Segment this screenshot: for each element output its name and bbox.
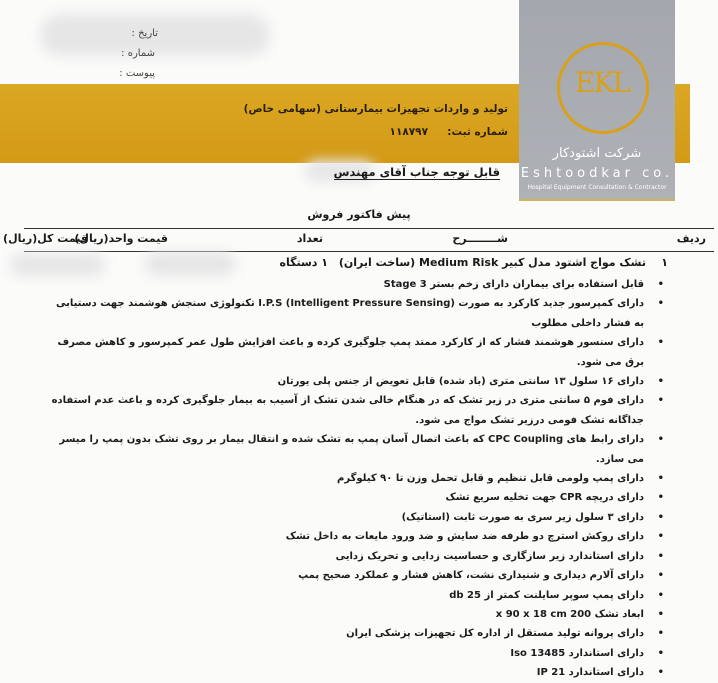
feature-item: • دارای روکش استرچ دو طرفه ضد سایش و ضد ورود مایعات به داخل تشک	[46, 527, 666, 546]
item-features	[46, 275, 666, 683]
item-row-number: ۱	[661, 256, 668, 269]
logo-name-en: Eshtoodkar co.	[520, 166, 674, 181]
table-top-rule	[24, 228, 714, 229]
feature-item: • ابعاد تشک 200 x 90 x 18 cm	[46, 605, 666, 624]
number-label: شماره :	[121, 48, 155, 59]
table-header-rule	[24, 251, 714, 252]
feature-item: • دارای پمپ ولومی قابل تنظیم و قابل تحمل وزن تا ۹۰ کیلوگرم	[46, 469, 666, 488]
date-label: تاریخ :	[131, 28, 158, 39]
feature-item: • دارای استاندارد زیر سازگاری و حساسیت زدایی و تحریک زدایی	[46, 547, 666, 566]
feature-item: • دارای فوم ۵ سانتی متری در زیر تشک که در هنگام خالی شدن تشک از آسیب به بیمار جلوگیری کرده و باعث عدم استفاده جداگانه تشک فومی درزیر تشک مواج می شود.	[46, 391, 666, 430]
registration-number: ۱۱۸۷۹۷	[389, 126, 428, 138]
feature-item: • دارای کمپرسور جدید کارکرد به صورت I.P.S (Intelligent Pressure Sensing) تکنولوژی سنجش هوشمند جهت دستیابی به فشار داخلی مطلوب	[46, 294, 666, 333]
feature-item: • قابل استفاده برای بیماران دارای زخم بستر Stage 3	[46, 275, 666, 294]
registration-label: شماره ثبت:	[447, 126, 508, 138]
feature-item: • دارای استاندارد Iso 13485	[46, 644, 666, 663]
col-row: ردیف	[676, 232, 706, 245]
redacted-prices	[10, 254, 105, 276]
col-unit-price: قیمت واحد(ریال)	[74, 232, 168, 245]
feature-item: • دارای دریچه CPR جهت تخلیه سریع تشک	[46, 488, 666, 507]
feature-item: • دارای ۳ سلول زیر سری به صورت ثابت (استاتیک)	[46, 508, 666, 527]
feature-item: • دارای آلارم دیداری و شنیداری نشت، کاهش فشار و عملکرد صحیح پمپ	[46, 566, 666, 585]
feature-item: • دارای پروانه تولید مستقل از اداره کل تجهیزات پزشکی ایران	[46, 624, 666, 643]
item-description: تشک مواج اشتود مدل کبیر Medium Risk (ساخت ایران)	[338, 256, 646, 269]
logo-tagline: Hospital Equipment Consultation & Contractor	[527, 184, 667, 191]
attention-line: قابل توجه جناب آقای مهندس	[333, 165, 500, 179]
feature-item: • دارای پمپ سوپر سایلنت کمتر از 25 db	[46, 586, 666, 605]
col-description: شــــــــرح	[452, 232, 508, 245]
invoice-title: پیش فاکتور فروش	[307, 208, 411, 221]
logo-monogram: EKL	[575, 66, 629, 99]
item-quantity: ۱ دستگاه	[279, 256, 328, 269]
company-activity: تولید و واردات تجهیزات بیمارستانی (سهامی خاص)	[243, 103, 508, 115]
col-quantity: تعداد	[296, 232, 323, 245]
col-total-price: قیمت کل(ریال)	[3, 232, 88, 245]
logo-underline	[519, 199, 675, 201]
attachment-label: پیوست :	[119, 68, 155, 79]
feature-item: • دارای رابط های CPC Coupling که باعث اتصال آسان پمپ به تشک شده و انتقال بیمار بر روی تشک بدون پمپ را میسر می سازد.	[46, 430, 666, 469]
redacted-prices	[145, 252, 235, 276]
feature-item: • دارای سنسور هوشمند فشار که از کارکرد ممتد پمپ جلوگیری کرده و باعث افزایش طول عمر کمپرسور و کاهش مصرف برق می شود.	[46, 333, 666, 372]
company-logo	[519, 0, 675, 200]
logo-name-fa: شرکت اشتودکار	[552, 146, 642, 161]
feature-item: • دارای استاندارد IP 21	[46, 663, 666, 682]
feature-item: • دارای ۱۶ سلول ۱۳ سانتی متری (باد شده) قابل تعویض از جنس پلی یورتان	[46, 372, 666, 391]
